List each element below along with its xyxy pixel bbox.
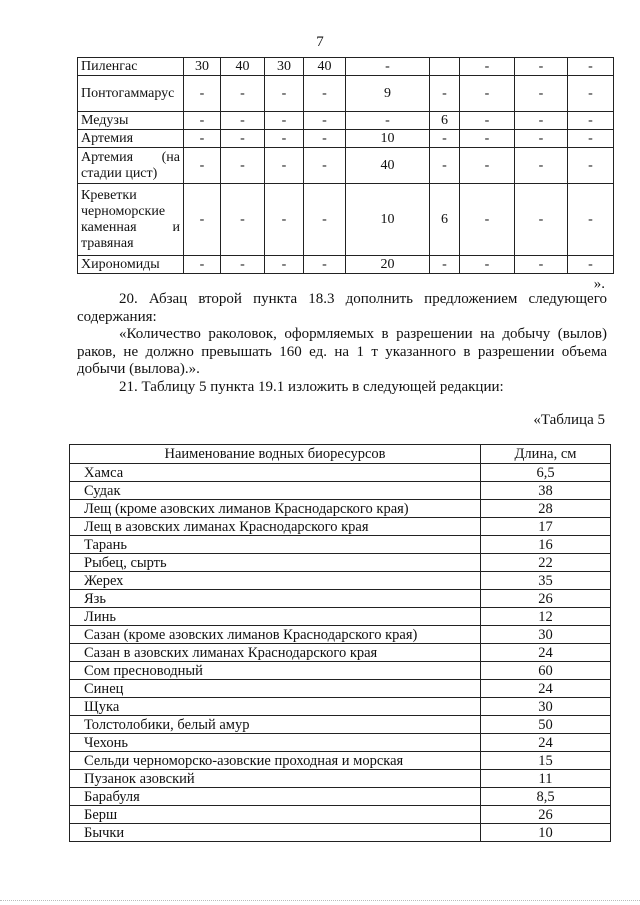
scan-edge bbox=[0, 900, 640, 902]
table-row bbox=[70, 770, 611, 788]
table-cell: - bbox=[515, 256, 568, 274]
species-name: Сазан в азовских лиманах Краснодарского края bbox=[70, 644, 481, 662]
table-cell: 30 bbox=[265, 58, 304, 76]
table-row bbox=[78, 112, 614, 130]
table-row bbox=[70, 644, 611, 662]
table-row bbox=[70, 518, 611, 536]
table-cell: - bbox=[304, 76, 346, 112]
species-length: 30 bbox=[481, 698, 611, 716]
table-row bbox=[78, 256, 614, 274]
table-cell: - bbox=[221, 256, 265, 274]
table-cell: - bbox=[515, 148, 568, 184]
table-cell: - bbox=[430, 148, 460, 184]
header-name: Наименование водных биоресурсов bbox=[70, 445, 481, 464]
species-length: 16 bbox=[481, 536, 611, 554]
species-name: Сельди черноморско-азовские проходная и морская bbox=[70, 752, 481, 770]
table-cell: - bbox=[460, 148, 515, 184]
species-name: Пузанок азовский bbox=[70, 770, 481, 788]
table-row bbox=[70, 716, 611, 734]
table-header-row bbox=[70, 445, 611, 464]
table-cell: - bbox=[568, 76, 614, 112]
species-name: Судак bbox=[70, 482, 481, 500]
table-row bbox=[70, 482, 611, 500]
table-cell: - bbox=[221, 184, 265, 256]
species-name: Лещ (кроме азовских лиманов Краснодарского края) bbox=[70, 500, 481, 518]
table-cell: - bbox=[568, 148, 614, 184]
table-row bbox=[78, 76, 614, 112]
table-cell: - bbox=[460, 76, 515, 112]
table-row bbox=[70, 572, 611, 590]
table-cell: - bbox=[184, 112, 221, 130]
table-row bbox=[70, 662, 611, 680]
table-row bbox=[78, 184, 614, 256]
table-cell: - bbox=[184, 76, 221, 112]
table-cell: 40 bbox=[304, 58, 346, 76]
species-name: Толстолобики, белый амур bbox=[70, 716, 481, 734]
table-cell: - bbox=[184, 130, 221, 148]
table-cell: - bbox=[515, 112, 568, 130]
species-length: 30 bbox=[481, 626, 611, 644]
species-length: 24 bbox=[481, 680, 611, 698]
table-row bbox=[70, 752, 611, 770]
species-name: Артемия (на стадии цист) bbox=[78, 148, 184, 184]
table-cell: 9 bbox=[346, 76, 430, 112]
table-cell: 40 bbox=[346, 148, 430, 184]
table-cell: - bbox=[221, 130, 265, 148]
table-cell bbox=[430, 58, 460, 76]
table-cell: - bbox=[568, 58, 614, 76]
table-cell: - bbox=[430, 76, 460, 112]
species-name: Язь bbox=[70, 590, 481, 608]
table-row bbox=[70, 734, 611, 752]
table-cell: - bbox=[568, 184, 614, 256]
table-cell: 10 bbox=[346, 184, 430, 256]
table-row bbox=[70, 698, 611, 716]
table-cell: - bbox=[346, 58, 430, 76]
table-cell: - bbox=[568, 256, 614, 274]
table-cell: - bbox=[460, 112, 515, 130]
table-cell: - bbox=[460, 184, 515, 256]
table-cell: - bbox=[304, 130, 346, 148]
species-name: Сазан (кроме азовских лиманов Краснодарского края) bbox=[70, 626, 481, 644]
table-cell: - bbox=[346, 112, 430, 130]
table-cell: - bbox=[265, 130, 304, 148]
table-caption: «Таблица 5 bbox=[533, 412, 605, 428]
table-cell: 30 bbox=[184, 58, 221, 76]
species-name: Креветки черноморские каменная и травяная bbox=[78, 184, 184, 256]
table-row bbox=[70, 608, 611, 626]
table-cell: - bbox=[515, 76, 568, 112]
table-row bbox=[70, 500, 611, 518]
table-cell: - bbox=[568, 130, 614, 148]
species-length: 24 bbox=[481, 734, 611, 752]
table-row bbox=[70, 680, 611, 698]
species-name: Синец bbox=[70, 680, 481, 698]
min-length-table bbox=[69, 444, 611, 842]
table-row bbox=[78, 148, 614, 184]
table-cell: - bbox=[265, 184, 304, 256]
table-cell: - bbox=[265, 76, 304, 112]
species-length: 50 bbox=[481, 716, 611, 734]
table-cell: 40 bbox=[221, 58, 265, 76]
table-cell: - bbox=[184, 256, 221, 274]
table-cell: - bbox=[515, 184, 568, 256]
species-length: 28 bbox=[481, 500, 611, 518]
table-row bbox=[70, 536, 611, 554]
species-length: 60 bbox=[481, 662, 611, 680]
table-cell: - bbox=[304, 148, 346, 184]
table-cell: - bbox=[221, 112, 265, 130]
species-length: 15 bbox=[481, 752, 611, 770]
table-cell: 20 bbox=[346, 256, 430, 274]
table-cell: - bbox=[460, 58, 515, 76]
table-cell: - bbox=[265, 256, 304, 274]
species-length: 24 bbox=[481, 644, 611, 662]
species-name: Линь bbox=[70, 608, 481, 626]
species-name: Тарань bbox=[70, 536, 481, 554]
table-cell: 10 bbox=[346, 130, 430, 148]
species-length: 11 bbox=[481, 770, 611, 788]
catch-limits-table bbox=[77, 57, 614, 274]
species-name: Хамса bbox=[70, 464, 481, 482]
table-cell: - bbox=[568, 112, 614, 130]
table-cell: - bbox=[265, 148, 304, 184]
table-row bbox=[70, 554, 611, 572]
paragraph-21: 21. Таблицу 5 пункта 19.1 изложить в следующей редакции: bbox=[119, 379, 504, 395]
species-name: Артемия bbox=[78, 130, 184, 148]
species-length: 12 bbox=[481, 608, 611, 626]
species-name: Понтогаммарус bbox=[78, 76, 184, 112]
species-name: Пиленгас bbox=[78, 58, 184, 76]
table-cell: - bbox=[184, 148, 221, 184]
table-cell: - bbox=[221, 148, 265, 184]
paragraph-20: 20. Абзац второй пункта 18.3 дополнить предложением следующего содержания: bbox=[77, 291, 607, 325]
species-name: Сом пресноводный bbox=[70, 662, 481, 680]
table-row bbox=[78, 58, 614, 76]
table-row bbox=[70, 824, 611, 842]
header-length: Длина, см bbox=[481, 445, 611, 464]
species-length: 8,5 bbox=[481, 788, 611, 806]
species-name: Хирономиды bbox=[78, 256, 184, 274]
table-row bbox=[70, 626, 611, 644]
table-cell: - bbox=[515, 58, 568, 76]
table-cell: - bbox=[430, 130, 460, 148]
species-name: Барабуля bbox=[70, 788, 481, 806]
table-cell: 6 bbox=[430, 112, 460, 130]
species-length: 22 bbox=[481, 554, 611, 572]
closing-quote: ». bbox=[593, 276, 605, 292]
species-length: 26 bbox=[481, 590, 611, 608]
species-name: Берш bbox=[70, 806, 481, 824]
species-name: Рыбец, сырть bbox=[70, 554, 481, 572]
species-length: 10 bbox=[481, 824, 611, 842]
table-cell: - bbox=[304, 184, 346, 256]
table-cell: - bbox=[304, 112, 346, 130]
species-name: Чехонь bbox=[70, 734, 481, 752]
table-cell: - bbox=[265, 112, 304, 130]
species-length: 6,5 bbox=[481, 464, 611, 482]
table-cell: - bbox=[221, 76, 265, 112]
species-name: Щука bbox=[70, 698, 481, 716]
table-cell: - bbox=[460, 256, 515, 274]
species-name: Медузы bbox=[78, 112, 184, 130]
table-cell: - bbox=[304, 256, 346, 274]
species-name: Лещ в азовских лиманах Краснодарского края bbox=[70, 518, 481, 536]
table-cell: - bbox=[184, 184, 221, 256]
species-length: 17 bbox=[481, 518, 611, 536]
species-name: Бычки bbox=[70, 824, 481, 842]
table-cell: 6 bbox=[430, 184, 460, 256]
table-row bbox=[78, 130, 614, 148]
table-row bbox=[70, 788, 611, 806]
species-name: Жерех bbox=[70, 572, 481, 590]
table-row bbox=[70, 806, 611, 824]
species-length: 35 bbox=[481, 572, 611, 590]
table-cell: - bbox=[430, 256, 460, 274]
species-length: 38 bbox=[481, 482, 611, 500]
table-row bbox=[70, 464, 611, 482]
species-length: 26 bbox=[481, 806, 611, 824]
page-number: 7 bbox=[316, 34, 324, 50]
paragraph-quote: «Количество раколовок, оформляемых в разрешении на добычу (вылов) раков, не должно превышать 160 ед. на 1 т указанного в разрешении объема добычи (вылова).». bbox=[77, 326, 607, 377]
table-cell: - bbox=[515, 130, 568, 148]
table-cell: - bbox=[460, 130, 515, 148]
table-row bbox=[70, 590, 611, 608]
